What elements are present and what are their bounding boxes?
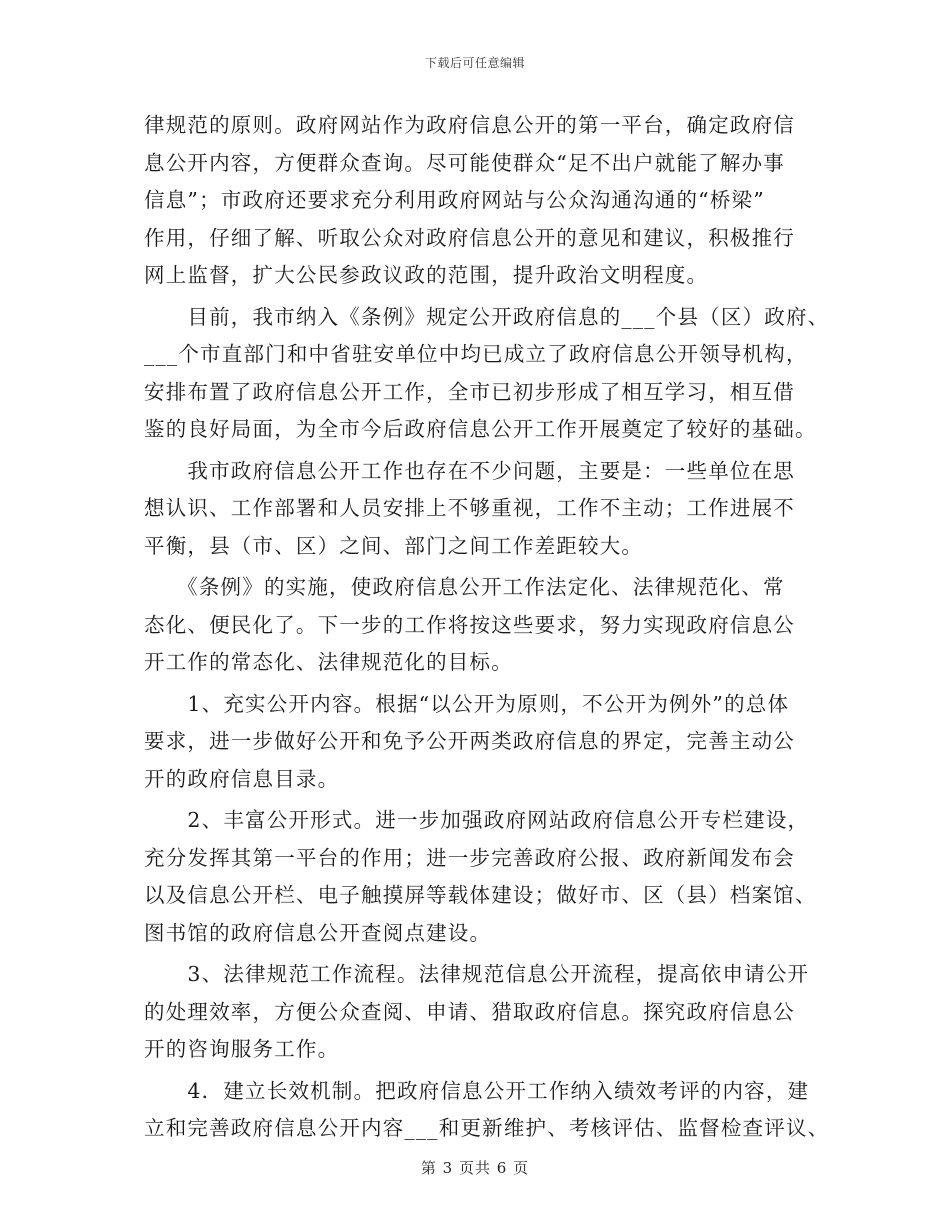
paragraph-3	[144, 453, 820, 566]
paragraph-6	[144, 802, 820, 952]
document-body	[144, 107, 830, 1148]
text-line: 网上监督，扩大公民参政议政的范围，提升政治文明程度。	[144, 263, 709, 287]
text-line: 我市政府信息公开工作也存在不少问题，主要是：一些单位在思	[144, 458, 795, 483]
text-line: 充分发挥其第一平台的作用；进一步完善政府公报、政府新闻发布会	[144, 845, 795, 870]
text-line: 开的咨询服务工作。	[144, 1037, 340, 1061]
text-line: ___个市直部门和中省驻安单位中均已成立了政府信息公开领导机构，	[144, 342, 808, 366]
text-line: 图书馆的政府信息公开查阅点建设。	[144, 920, 492, 945]
text-line: 想认识、工作部署和人员安排上不够重视，工作不主动；工作进展不	[144, 496, 795, 520]
text-line: 开的政府信息目录。	[144, 766, 340, 791]
text-line: 3、法律规范工作流程。法律规范信息公开流程，提高依申请公开	[144, 962, 810, 986]
text-line: 要求，进一步做好公开和免予公开两类政府信息的界定，完善主动公	[144, 729, 795, 753]
text-line: 开工作的常态化、法律规范化的目标。	[144, 650, 513, 674]
paragraph-1	[144, 107, 820, 295]
text-line: 立和完善政府信息公开内容___和更新维护、考核评估、监督检查评议、	[144, 1116, 830, 1140]
text-line: 以及信息公开栏、电子触摸屏等载体建设；做好市、区（县）档案馆、	[144, 883, 817, 907]
text-line: 1、充实公开内容。根据“以公开为原则，不公开为例外”的总体	[144, 691, 790, 716]
page-number-footer: 第 3 页共 6 页	[420, 1159, 530, 1177]
text-line: 律规范的原则。政府网站作为政府信息公开的第一平台，确定政府信	[144, 113, 795, 137]
text-line: 目前，我市纳入《条例》规定公开政府信息的___个县（区）政府、	[144, 304, 830, 329]
text-line: 安排布置了政府信息公开工作，全市已初步形成了相互学习，相互借	[144, 379, 795, 404]
paragraph-7	[144, 956, 820, 1069]
text-line: 鉴的良好局面，为全市今后政府信息公开工作开展奠定了较好的基础。	[144, 417, 817, 441]
text-line: 作用，仔细了解、听取公众对政府信息公开的意见和建议，积极推行	[144, 225, 795, 250]
text-line: 4．建立长效机制。把政府信息公开工作纳入绩效考评的内容，建	[144, 1078, 810, 1103]
text-line: 平衡，县（市、区）之间、部门之间工作差距较大。	[144, 533, 644, 558]
text-line: 2、丰富公开形式。进一步加强政府网站政府信息公开专栏建设，	[144, 808, 810, 832]
text-line: 态化、便民化了。下一步的工作将按这些要求，努力实现政府信息公	[144, 612, 795, 637]
text-line: 信息”；市政府还要求充分利用政府网站与公众沟通沟通的“桥梁”	[144, 188, 765, 212]
paragraph-8	[144, 1073, 830, 1148]
paragraph-4	[144, 569, 820, 682]
text-line: 息公开内容，方便群众查询。尽可能使群众“足不出户就能了解办事	[144, 150, 785, 175]
text-line: 的处理效率，方便公众查阅、申请、猎取政府信息。探究政府信息公	[144, 999, 795, 1024]
paragraph-2	[144, 299, 830, 449]
page-header: 下载后可任意编辑	[424, 56, 525, 70]
paragraph-5	[144, 686, 820, 799]
text-line: 《条例》的实施，使政府信息公开工作法定化、法律规范化、常	[144, 575, 785, 599]
